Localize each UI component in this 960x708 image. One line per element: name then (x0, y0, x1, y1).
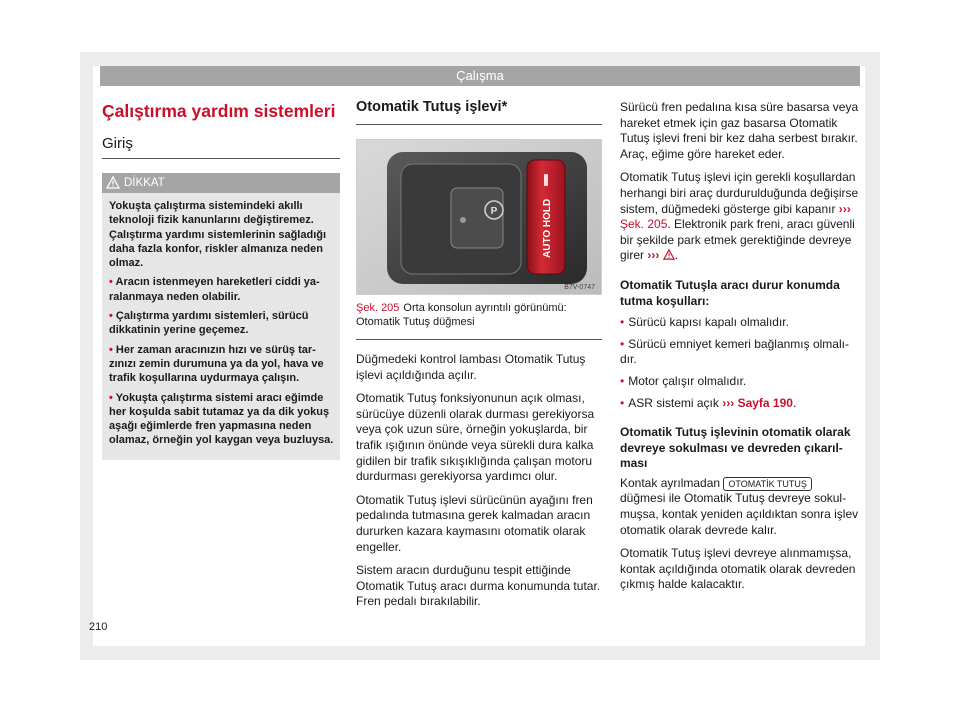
auto-hold-console-illustration (357, 140, 601, 294)
warning-header (102, 173, 340, 193)
list-item: • Sürücü kapısı kapalı olmalıdır. (620, 315, 789, 330)
warning-paragraph: Yokuşta çalıştırma sistemindeki akıllı teknoloji fizik kanunlarını değiştiremez. Çalıştırma yardımı sistemlerinin sağladığı daha fazla konfor, riskler almanıza neden olmaz. (109, 200, 327, 270)
section-subtitle: Giriş (102, 135, 340, 159)
bullet-icon: • (109, 310, 116, 323)
page-reference-link[interactable]: Sayfa 190 (737, 395, 793, 410)
bullet-icon: • (109, 391, 116, 404)
warning-box (102, 173, 340, 460)
figure-code: B7V-0747 (564, 284, 595, 291)
figure-number: Şek. 205 (356, 302, 400, 314)
bullet-icon: • (109, 276, 116, 289)
paragraph: Otomatik Tutuş fonksiyonunun açık olması, sürücüye düzenli olarak durması gerekiyorsa veya çok uzun süre, örneğin yokuşlarda, bir trafik ışığının önünde veya sürekli dura kalka gidilen bir trafik sıkışıklığında çalışan motoru durdurması gerekiyorsa yardımcı olur. (356, 391, 595, 484)
figure-reference-link[interactable]: Şek. 205 (620, 217, 668, 232)
paragraph: Düğmedeki kontrol lambası Otomatik Tutuş işlevi açıldığında açılır. (356, 352, 586, 382)
bullet-icon: • (620, 395, 625, 410)
figure-auto-hold (356, 139, 602, 295)
cross-reference-arrows: ››› (838, 201, 851, 216)
auto-hold-key-label: OTOMATİK TUTUŞ (723, 477, 812, 491)
paragraph: Kontak ayrılmadan OTOMATİK TUTUŞ düğmesi ile Otomatik Tutuş devreye sokulmuşsa, kontak yeniden açıldıktan sonra işlev otomatik olarak devrede kalır. (620, 475, 859, 537)
cross-reference-arrows: ››› (722, 395, 735, 410)
page-number: 210 (89, 621, 108, 633)
warning-label: DİKKAT (124, 177, 165, 189)
warning-bullet-1: • Aracın istenmeyen hareketleri ciddi yaralanmaya neden olabilir. (109, 276, 320, 303)
warning-triangle-icon[interactable] (663, 248, 675, 262)
bullet-icon: • (620, 315, 625, 330)
list-item: • Sürücü emniyet kemeri bağlanmış olmalıdır. (620, 336, 849, 367)
auto-hold-title: Otomatik Tutuş işlevi* (356, 98, 602, 125)
chapter-header: Çalışma (100, 66, 860, 86)
auto-hold-button-label: AUTO HOLD (542, 198, 553, 258)
paragraph: Sürücü fren pedalına kısa süre basarsa veya hareket etmek için gaz basarsa Otomatik Tutuş işlevi freni bir kez daha serbest bırakır. Araç, eğime göre hareket eder. (620, 100, 859, 161)
list-item: • ASR sistemi açık ››› Sayfa 190. (620, 395, 797, 410)
bullet-icon: • (620, 336, 625, 351)
bullet-icon: • (620, 373, 625, 388)
warning-bullet-3: • Her zaman aracınızın hızı ve sürüş tarzınızı zemin durumuna ya da yol, hava ve trafik koşullarına uydurmaya çalışın. (109, 343, 324, 385)
figure-caption (356, 302, 602, 340)
warning-bullet-2: • Çalıştırma yardımı sistemleri, sürücü dikkatinin yerine geçemez. (109, 310, 309, 337)
paragraph: Sistem aracın durduğunu tespit ettiğinde Otomatik Tutuş aracı durma konumunda tutar. Fren pedalı bırakılabilir. (356, 563, 601, 609)
warning-triangle-icon (106, 176, 120, 196)
column-left (102, 98, 340, 460)
column-middle (356, 98, 602, 618)
bullet-icon: • (109, 343, 116, 356)
warning-bullet-4: • Yokuşta çalıştırma sistemi aracı eğimde her koşulda sabit tutamaz ya da dik yokuş aşağı eğimlerde fren yapmasına neden olamaz, örneğin yol kaygan veya buzluysa. (109, 391, 334, 447)
paragraph: Otomatik Tutuş işlevi sürücünün ayağını fren pedalında tutmasına gerek kalmadan aracın dururken kazara kaymasını otomatik olarak engeller. (356, 492, 593, 554)
warning-body (102, 193, 340, 448)
paragraph: Otomatik Tutuş işlevi devreye alınmamışsa, kontak açıldığında otomatik olarak devreden çıkmış halde kalacaktır. (620, 546, 856, 592)
list-item: • Motor çalışır olmalıdır. (620, 373, 747, 388)
cross-reference-arrows: ››› (647, 248, 660, 263)
paragraph: Otomatik Tutuş işlevi için gerekli koşullardan herhangi biri araç durdurulduğunda değişirse sistem, düğmedeki gösterge gibi kapanır ››› Şek. 205. Elektronik park freni, aracı güvenli bir şekilde park etmek gerektiğinde devreye girer ››› . (620, 170, 859, 263)
column-right (620, 100, 860, 601)
conditions-heading: Otomatik Tutuşla aracı durur konumda tutma koşulları: (620, 277, 840, 308)
svg-text:P: P (490, 206, 498, 217)
activation-heading: Otomatik Tutuş işlevinin otomatik olarak devreye sokulması ve devreden çıkarılması (620, 425, 851, 471)
section-main-title: Çalıştırma yardım sistemleri (102, 101, 336, 121)
figure-caption-text: Orta konsolun ayrıntılı görünümü: Otomatik Tutuş düğmesi (356, 302, 567, 328)
